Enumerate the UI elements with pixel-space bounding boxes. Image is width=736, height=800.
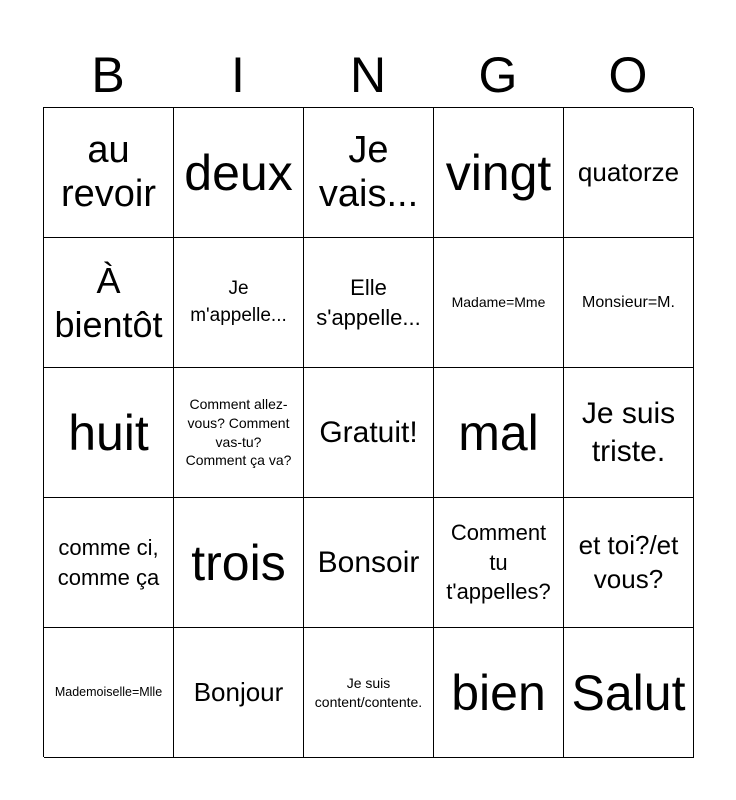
header-letter-i: I [231,47,245,103]
cell-text: comme ci, comme ça [57,534,160,590]
bingo-cell-r5c4[interactable] [434,628,564,758]
header-letter-o: O [608,47,648,103]
bingo-cell-r4c5[interactable] [564,498,694,628]
bingo-cell-r3c1[interactable] [44,368,174,498]
bingo-cell-r4c1[interactable] [44,498,174,628]
bingo-cell-r1c5[interactable] [564,108,694,238]
cell-text: quatorze [577,156,680,187]
header-letter-b: B [91,47,125,103]
bingo-cell-r3c2[interactable] [174,368,304,498]
bingo-header [43,44,693,106]
header-letter-g: G [478,47,518,103]
bingo-board [43,107,693,757]
cell-text: mal [458,404,539,461]
bingo-cell-r2c4[interactable] [434,238,564,368]
cell-text: trois [191,534,286,591]
bingo-cell-r4c2[interactable] [174,498,304,628]
cell-text: Elle s'appelle... [316,274,421,330]
cell-text: Je suis triste. [581,397,676,468]
cell-text: Je m'appelle... [190,277,287,326]
bingo-cell-r4c3[interactable] [304,498,434,628]
cell-text: Je vais... [318,128,419,215]
cell-text: au revoir [60,128,157,215]
cell-text: Monsieur=M. [582,293,675,311]
bingo-cell-r4c4[interactable] [434,498,564,628]
cell-text: Je suis content/contente. [314,674,423,710]
cell-text: Gratuit! [319,415,418,449]
bingo-cell-r1c2[interactable] [174,108,304,238]
cell-text: bien [451,664,546,721]
cell-text: Bonjour [193,676,284,707]
bingo-cell-r1c4[interactable] [434,108,564,238]
bingo-cell-r5c3[interactable] [304,628,434,758]
cell-text: huit [68,404,149,461]
cell-text: deux [184,144,293,201]
bingo-cell-r2c2[interactable] [174,238,304,368]
cell-text: Madame=Mme [451,294,546,311]
cell-text: vingt [445,144,552,201]
bingo-cell-r3c3[interactable] [304,368,434,498]
bingo-cell-r2c1[interactable] [44,238,174,368]
bingo-cell-r1c3[interactable] [304,108,434,238]
cell-text: et toi?/et vous? [578,529,679,594]
bingo-cell-r5c2[interactable] [174,628,304,758]
bingo-cell-r1c1[interactable] [44,108,174,238]
cell-text: Bonsoir [317,545,420,579]
cell-text: À bientôt [54,260,163,345]
cell-text: Mademoiselle=Mlle [54,684,163,699]
bingo-cell-r3c4[interactable] [434,368,564,498]
bingo-cell-r2c5[interactable] [564,238,694,368]
header-letter-n: N [349,47,387,103]
bingo-cell-r5c5[interactable] [564,628,694,758]
cell-text: Salut [571,664,686,721]
bingo-cell-r5c1[interactable] [44,628,174,758]
bingo-cell-r3c5[interactable] [564,368,694,498]
cell-text: Comment allez-vous? Comment vas-tu? Comment ça va? [185,396,292,469]
bingo-cell-r2c3[interactable] [304,238,434,368]
cell-text: Comment tu t'appelles? [446,519,551,605]
